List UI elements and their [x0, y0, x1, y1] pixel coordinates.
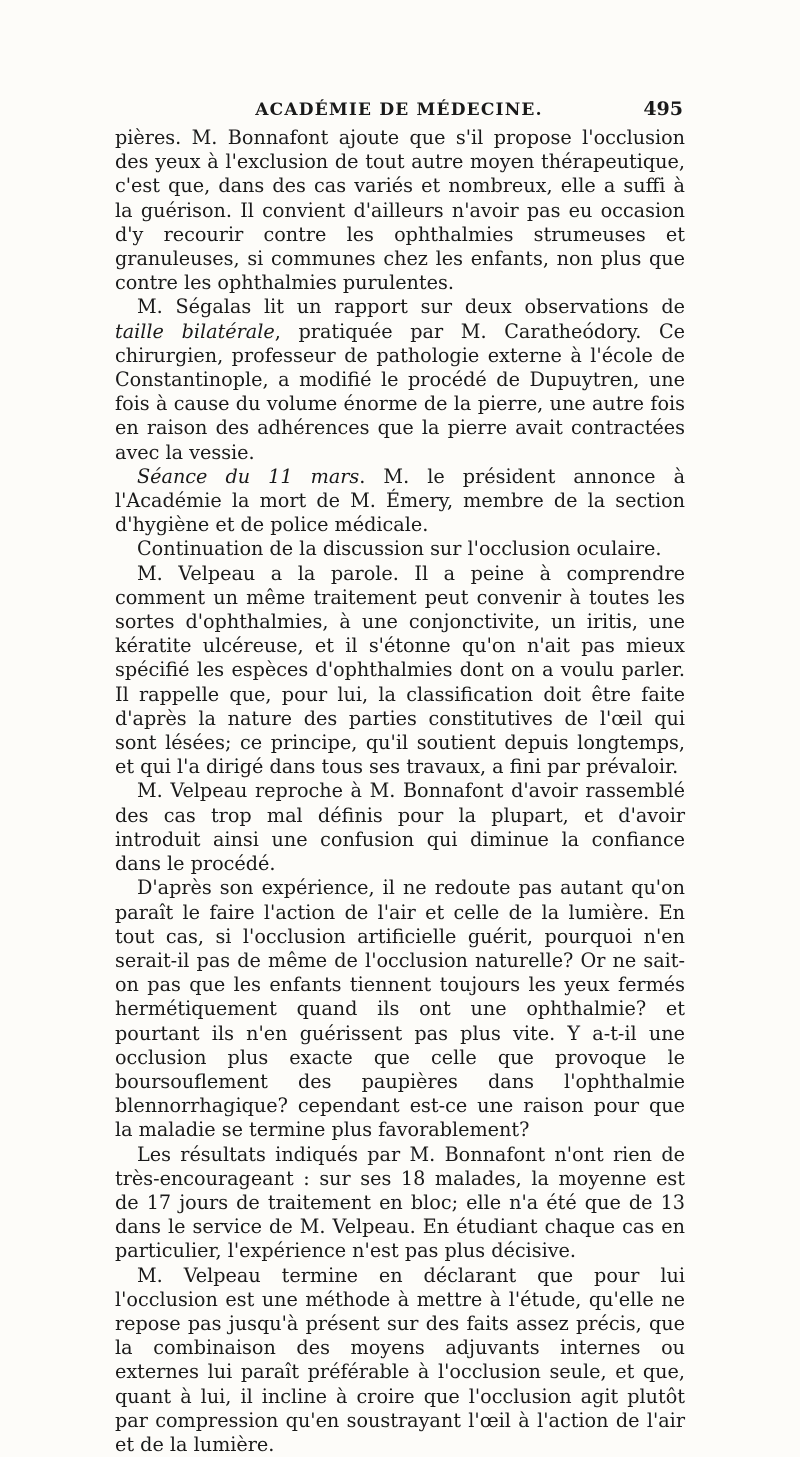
text-run: M. Ségalas lit un rapport sur deux observations de [137, 295, 685, 319]
text-run: pières. M. Bonnafont ajoute que s'il propose l'occlusion des yeux à l'exclusion de tout autre moyen thérapeutique, c'est que, dans des cas variés et nombreux, elle a suffi à la guérison. Il convient d'ailleurs n'avoir pas eu occasion d'y recourir contre les ophthalmies strumeuses et granuleuses, si communes chez les enfants, non plus que contre les ophthalmies purulentes. [115, 126, 685, 295]
page-number: 495 [643, 98, 683, 120]
italic-text: Séance du 11 mars [137, 464, 360, 488]
paragraph [115, 295, 685, 464]
text-run: M. Velpeau reproche à M. Bonnafont d'avoir rassemblé des cas trop mal définis pour la plupart, et d'avoir introduit ainsi une confusion qui diminue la confiance dans le procédé. [115, 779, 685, 876]
text-run: D'après son expérience, il ne redoute pas autant qu'on paraît le faire l'action de l'air et celle de la lumière. En tout cas, si l'occlusion artificielle guérit, pourquoi n'en serait-il pas de même de l'occlusion naturelle? Or ne sait-on pas que les enfants tiennent toujours les yeux fermés hermétiquement quand ils ont une ophthalmie? et pourtant ils n'en guérissent pas plus vite. Y a-t-il une occlusion plus exacte que celle que provoque le boursouflement des paupières dans l'ophthalmie blennorrhagique? cependant est-ce une raison pour que la maladie se termine plus favorablement? [115, 876, 685, 1142]
running-header [115, 96, 683, 126]
paragraph [115, 1264, 685, 1457]
paragraph [115, 465, 685, 538]
text-run: M. Velpeau termine en déclarant que pour lui l'occlusion est une méthode à mettre à l'étude, qu'elle ne repose pas jusqu'à présent sur des faits assez précis, que la combinaison des moyens adjuvants internes ou externes lui paraît préférable à l'occlusion seule, et que, quant à lui, il incline à croire que l'occlusion agit plutôt par compression qu'en soustrayant l'œil à l'action de l'air et de la lumière. [115, 1263, 685, 1456]
paragraph [115, 1143, 685, 1264]
paragraph [115, 562, 685, 780]
paragraph [115, 876, 685, 1142]
text-run: Continuation de la discussion sur l'occlusion oculaire. [137, 537, 662, 561]
text-run: M. Velpeau a la parole. Il a peine à comprendre comment un même traitement peut convenir à toutes les sortes d'ophthalmies, à une conjonctivite, un iritis, une kératite ulcéreuse, et il s'étonne qu'on n'ait pas mieux spécifié les espèces d'ophthalmies dont on a voulu parler. Il rappelle que, pour lui, la classification doit être faite d'après la nature des parties constitutives de l'œil qui sont lésées; ce principe, qu'il soutient depuis longtemps, et qui l'a dirigé dans tous ses travaux, a fini par prévaloir. [115, 561, 685, 779]
running-title: ACADÉMIE DE MÉDECINE. [255, 100, 543, 120]
paragraph [115, 126, 685, 295]
paragraph [115, 537, 685, 561]
text-run: , pratiquée par M. Caratheódory. Ce chirurgien, professeur de pathologie externe à l'école de Constantinople, a modifié le procédé de Dupuytren, une fois à cause du volume énorme de la pierre, une autre fois en raison des adhérences que la pierre avait contractées avec la vessie. [115, 319, 686, 464]
body-text [115, 126, 685, 1457]
text-run: Les résultats indiqués par M. Bonnafont n'ont rien de très-encourageant : sur ses 18 malades, la moyenne est de 17 jours de traitement en bloc; elle n'a été que de 13 dans le service de M. Velpeau. En étudiant chaque cas en particulier, l'expérience n'est pas plus décisive. [115, 1142, 685, 1263]
text-run: . M. le président annonce à l'Académie la mort de M. Émery, membre de la section d'hygiène et de police médicale. [115, 464, 686, 537]
italic-text: taille bilatérale [115, 319, 275, 343]
paragraph [115, 779, 685, 876]
